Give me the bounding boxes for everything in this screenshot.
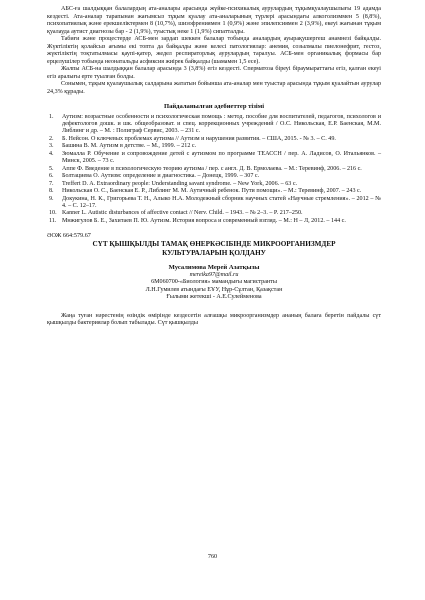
- author-program: 6М060700-«Биология» мамандығы магистранты: [151, 279, 277, 286]
- author-email: mereika97@mail.ru: [189, 271, 239, 278]
- body-paragraph: Сонымен, тұқым қуалаушылық салдарына жататын бойынша ата-аналар мен туыстар арасында тұқым қуалайтын аурулар 24,3% құрады.: [47, 81, 381, 96]
- reference-number: 1.: [49, 113, 54, 120]
- reference-number: 2.: [49, 135, 54, 142]
- references-list: [47, 114, 381, 226]
- reference-item: [47, 196, 381, 211]
- reference-text: Аппе Ф. Введение в психологическую теорию аутизма / пер. с англ. Д. В. Ермолаева. – М.: Теревинф, 2006. – 216 с.: [62, 165, 362, 172]
- reference-item: [47, 218, 381, 225]
- reference-text: Болтациева О. Аутизм: определение и диагностика. – Донецк, 1999. – 307 с.: [62, 173, 260, 180]
- reference-text: Treffert D. A. Extraordinary people: Understanding savant syndrome. – New York, 2006. – 63 с.: [62, 180, 298, 187]
- reference-number: 7.: [49, 180, 54, 187]
- reference-item: [47, 151, 381, 166]
- reference-item: [47, 166, 381, 173]
- reference-item: [47, 173, 381, 180]
- article-body-start: Жаңа туған нәрестенің өзіндік өмірінде кездесетін алғашқы микроорганизмдер ананың балаға беретін пайдалы сүт қышқылды бактериялар болып табылады. Сүт қышқылды: [47, 312, 381, 327]
- author-supervisor: Ғылыми жетекші - А.Е.Сулейменова: [166, 294, 262, 301]
- reference-text: Б. Нейсон. О ключевых проблемах аутизма // Аутизм и нарушения развития. – США, 2015. - № 3. – С. 49.: [62, 135, 336, 142]
- body-paragraph: Жалпы АСБ-на шалдыққан балалар арасында 3 (3,8%) егіз кездесті. Сперматоза біреуі біраумыраттағы егіз, қалған екеуі егіз аралығы ерте туылған болды.: [47, 66, 381, 80]
- reference-item: [47, 114, 381, 136]
- reference-number: 4.: [49, 150, 54, 157]
- reference-text: Башина В. М. Аутизм в детстве. – М., 1999. – 212 с.: [62, 143, 197, 150]
- reference-text: Аутизм: возрастные особенности и психологическая помощь : метод. пособие для воспитателей, педагогов, психологов и дефектологов дошк. и шк. общеобразоват. и спец. коррекционных учреждений / О.С. Никольская, Е.Р. Баенская, М.М. Либлинг и др. – М. : Полиграф Сервис, 2003. – 231 с.: [62, 113, 381, 135]
- reference-item: [47, 188, 381, 195]
- reference-number: 6.: [49, 173, 54, 180]
- author-university: Л.Н.Гумилев атындағы ЕҰУ, Нұр-Сұлтан, Қазақстан: [145, 286, 283, 293]
- reference-item: [47, 181, 381, 188]
- reference-number: 5.: [49, 165, 54, 172]
- udc-code: ӘОЖ 664:579.67: [47, 232, 91, 240]
- reference-number: 9.: [49, 195, 54, 202]
- page-number: 760: [207, 553, 218, 560]
- author-name: Мусалимова Мерей Азатқызы: [168, 263, 260, 271]
- reference-text: Мнжигулов Б. Е., Захитаев П. Ю. Аутизм. История вопроса и современный взгляд. – М.: Н – Л, 2012. – 144 с.: [62, 217, 346, 224]
- reference-item: [47, 210, 381, 217]
- reference-text: Kanner L. Autistic disturbances of affective contact // Nerv. Child. – 1943. – № 2–3. – P. 217–250.: [62, 210, 303, 217]
- reference-number: 8.: [49, 188, 54, 195]
- body-paragraph: Табиғи және процестерде АСБ-мен зардап шеккен балалар тобында аналардың ауырақушергеш анамнезі байқалды. Жүктiлiктің қолайсыз ағымы екі топта да байқалды және келесі патологиялар: анемия, созылмалы пиелонефрит, гестоз, жүктiлiктiң тоқтатылмасы қаупі-қатер, жедел респираторлық аурулардың таралуы. АСБ-мен органикалық формасы бар ерцелушілер тобында неонатальды асфиксия жиірек байқалды (шамамен 1,5 есе).: [47, 36, 381, 65]
- reference-number: 10.: [49, 210, 57, 217]
- reference-text: Зюмалла Р. Обучение и сопровождение детей с аутизмом по программе ТЕАССН / пер. А. Ладисов, О. Итальянков. – Минск, 2005. – 73 с.: [62, 150, 381, 165]
- body-paragraph: АБС-ға шалдыққан балалардың ата-аналары арасында жүйке-психикалық аурулардың тұқымқуалаушылығы 19 адамда кездесті. Ата-аналар тарапынан жағымсыз тұқым қуалау ата-аналарының түрлері арасындағы алкоголизммен 5 (8,8%), психопатиялық және ерекшеліктермен 8 (10,7%), шизофрениямен 1 (0,9%) және эпилепсиямен 2 (3,9%), екеуі жағынан тұқым қуалауда аутист диагнозы бар - 2 (1,9%), туыстық неке 1 (1,9%) сипатталды.: [47, 6, 381, 35]
- article-title-line: СҮТ ҚЫШҚЫЛДЫ ТАМАҚ ӨНЕРКӘСІБІНДЕ МИКРООРГАНИЗМДЕР: [92, 240, 336, 249]
- reference-item: [47, 136, 381, 143]
- article-title-line: КУЛЬТУРАЛАРЫН ҚОЛДАНУ: [162, 248, 266, 257]
- article-title: [47, 240, 381, 257]
- reference-number: 11.: [49, 217, 57, 224]
- author-block: [47, 264, 381, 302]
- references-heading: Пайдаланылған әдебиеттер тізімі: [163, 102, 265, 110]
- reference-text: Никольская О. С., Баенская Е. Р., Либлинг М. М. Аутичный ребенок. Пути помощи». – М.: Теревинф, 2007. – 243 с.: [62, 188, 362, 195]
- reference-number: 3.: [49, 143, 54, 150]
- reference-item: [47, 143, 381, 150]
- reference-text: Докукина, Н. К., Григорьева Т. Н., Алыко Н.А. Молодежный сборник научных статей «Научные стремления». – 2012 – № 4. – С. 12–17.: [62, 195, 381, 209]
